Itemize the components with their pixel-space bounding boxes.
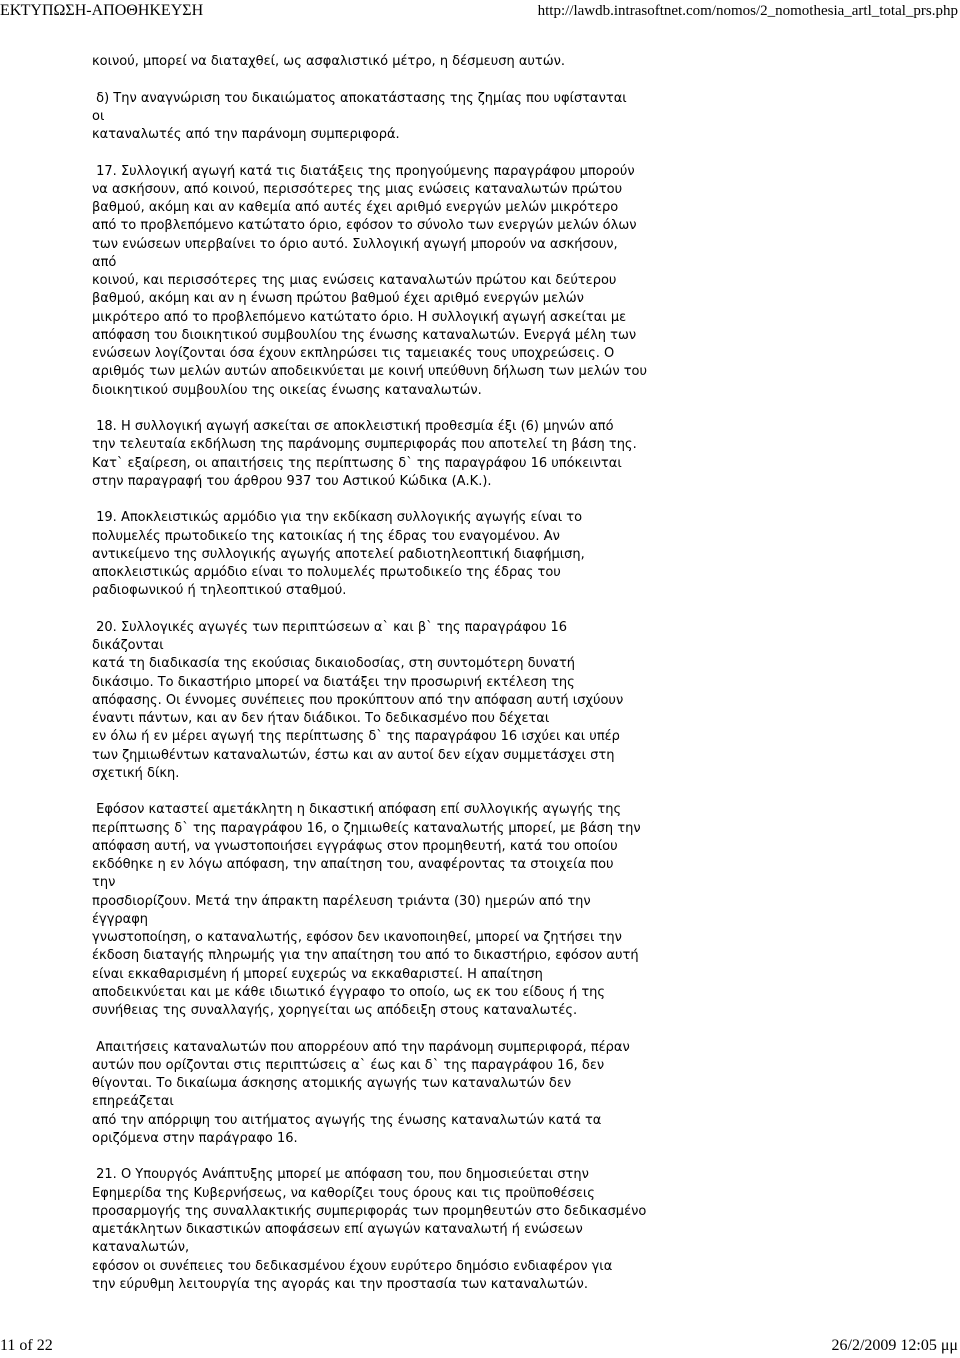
paragraph: Απαιτήσεις καταναλωτών που απορρέουν από την παράνομη συμπεριφορά, πέραν αυτών που ορίζονται στις περιπτώσεις α` έως και δ` της παραγράφου 16, δεν θίγονται. Το δικαίωμα άσκησης ατομικής αγωγής των καταναλωτών δεν επηρεάζεται από την απόρριψη του αιτήματος αγωγής της ένωσης καταναλωτών κατά τα οριζόμενα στην παράγραφο 16. bbox=[92, 1039, 630, 1146]
paragraph: Εφόσον καταστεί αμετάκλητη η δικαστική απόφαση επί συλλογικής αγωγής της περίπτωσης δ` της παραγράφου 16, ο ζημιωθείς καταναλωτής μπορεί, με βάση την απόφαση αυτή, να γνωστοποιήσει εγγράφως στον προμηθευτή, κατά του οποίου εκδόθηκε η εν λόγω απόφαση, την απαίτηση του, αναφέροντας τα στοιχεία που την προσδιορίζουν. Μετά την άπρακτη παρέλευση τριάντα (30) ημερών από την έγγραφη γνωστοποίηση, ο καταναλωτής, εφόσον δεν ικανοποιηθεί, μπορεί να ζητήσει την έκδοση διαταγής πληρωμής για την απαίτηση του από το δικαστήριο, εφόσον αυτή είναι εκκαθαρισμένη ή μπορεί ευχερώς να εκκαθαριστεί. Η απαίτηση αποδεικνύεται και με κάθε ιδιωτικό έγγραφο το οποίο, ως εκ του είδους ή της συνήθειας της συναλλαγής, χορηγείται ως απόδειξη στους καταναλωτές. bbox=[92, 802, 641, 1018]
document-body bbox=[92, 53, 722, 1294]
paragraph-21: 21. Ο Υπουργός Ανάπτυξης μπορεί με απόφαση του, που δημοσιεύεται στην Εφημερίδα της Κυβερνήσεως, να καθορίζει τους όρους και τις προϋποθέσεις προσαρμογής της συναλλακτικής συμπεριφοράς των προμηθευτών στο δεδικασμένο αμετάκλητων δικαστικών αποφάσεων επί αγωγών καταναλωτή ή ενώσεων καταναλωτών, εφόσον οι συνέπειες του δεδικασμένου έχουν ευρύτερο δημόσιο ενδιαφέρον για την εύρυθμη λειτουργία της αγοράς και την προστασία των καταναλωτών. bbox=[92, 1167, 647, 1292]
paragraph-17: 17. Συλλογική αγωγή κατά τις διατάξεις της προηγούμενης παραγράφου μπορούν να ασκήσουν, από κοινού, περισσότερες της μιας ενώσεις καταναλωτών πρώτου βαθμού, ακόμη και αν καθεμία από αυτές έχει αριθμό ενεργών μελών μικρότερο από το προβλεπόμενο κατώτατο όριο, εφόσον το σύνολο των ενεργών μελών όλων των ενώσεων υπερβαίνει το όριο αυτό. Συλλογική αγωγή μπορούν να ασκήσουν, από κοινού, και περισσότερες της μιας ενώσεις καταναλωτών πρώτου και δεύτερου βαθμού, ακόμη και αν η ένωση πρώτου βαθμού έχει αριθμό ενεργών μελών μικρότερο από το προβλεπόμενο κατώτατο όριο. Η συλλογική αγωγή ασκείται με απόφαση του διοικητικού συμβουλίου της ένωσης καταναλωτών. Ενεργά μέλη των ενώσεων λογίζονται όσα έχουν εκπληρώσει τις ταμειακές τους υποχρεώσεις. Ο αριθμός των μελών αυτών αποδεικνύεται με κοινή υπεύθυνη δήλωση των μελών του διοικητικού συμβουλίου της οικείας ένωσης καταναλωτών. bbox=[92, 163, 648, 398]
paragraph-20: 20. Συλλογικές αγωγές των περιπτώσεων α` και β` της παραγράφου 16 δικάζονται κατά τη διαδικασία της εκούσιας δικαιοδοσίας, στη συντομότερη δυνατή δικάσιμο. Το δικαστήριο μπορεί να διατάξει την προσωρινή εκτέλεση της απόφασης. Οι έννομες συνέπειες που προκύπτουν από την απόφαση αυτή ισχύουν έναντι πάντων, και αν δεν ήταν διάδικοι. Το δεδικασμένο που δέχεται εν όλω ή εν μέρει αγωγή της περίπτωσης δ` της παραγράφου 16 ισχύει και υπέρ των ζημιωθέντων καταναλωτών, έστω και αν αυτοί δεν είχαν συμμετάσχει στη σχετική δίκη. bbox=[92, 619, 624, 781]
paragraph-19: 19. Αποκλειστικώς αρμόδιο για την εκδίκαση συλλογικής αγωγής είναι το πολυμελές πρωτοδικείο της κατοικίας ή της έδρας του εναγομένου. Αν αντικείμενο της συλλογικής αγωγής αποτελεί ραδιοτηλεοπτική διαφήμιση, αποκλειστικώς αρμόδιο είναι το πολυμελές πρωτοδικείο της έδρας του ραδιοφωνικού ή τηλεοπτικού σταθμού. bbox=[92, 510, 585, 599]
paragraph: δ) Την αναγνώριση του δικαιώματος αποκατάστασης της ζημίας που υφίστανται οι καταναλωτές από την παράνομη συμπεριφορά. bbox=[92, 90, 627, 142]
print-url: http://lawdb.intrasoftnet.com/nomos/2_nomothesia_artl_total_prs.php bbox=[537, 3, 958, 19]
page-number: 11 of 22 bbox=[0, 1337, 53, 1354]
print-title: ΕΚΤΥΠΩΣΗ-ΑΠΟΘΗΚΕΥΣΗ bbox=[0, 2, 204, 19]
paragraph-18: 18. Η συλλογική αγωγή ασκείται σε αποκλειστική προθεσμία έξι (6) μηνών από την τελευταία εκδήλωση της παράνομης συμπεριφοράς που αποτελεί τη βάση της. Κατ` εξαίρεση, οι απαιτήσεις της περίπτωσης δ` της παραγράφου 16 υπόκεινται στην παραγραφή του άρθρου 937 του Αστικού Κώδικα (Α.Κ.). bbox=[92, 419, 637, 489]
paragraph: κοινού, μπορεί να διαταχθεί, ως ασφαλιστικό μέτρο, η δέσμευση αυτών. bbox=[92, 54, 566, 69]
print-datetime: 26/2/2009 12:05 μμ bbox=[831, 1337, 958, 1354]
